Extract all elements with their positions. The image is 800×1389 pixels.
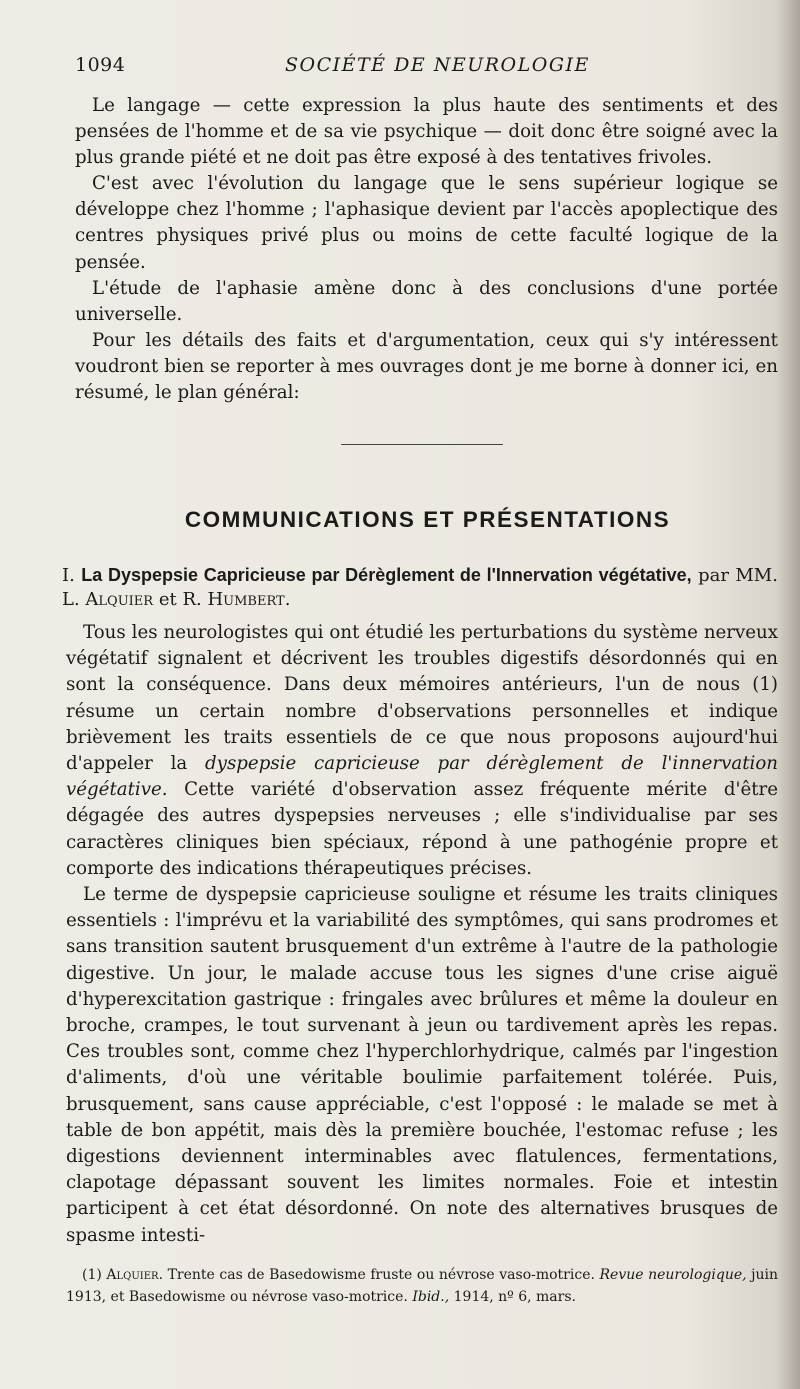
journal-name: Ibid., [412,1289,450,1305]
paragraph [66,620,778,882]
text-run: 1914, nº 6, mars. [453,1289,576,1305]
author2-name: Humbert. [207,589,291,610]
text-run: Tous les neurologistes qui ont étudié les perturbations du système nerveux végétatif signalent et décrivent les troubles digestifs désordonnés qui en sont la conséquence. Dans deux mémoires antérieurs, l'un de nous [66,622,778,696]
text-run: juin 1913, et Basedowisme ou névrose vaso-motrice. [66,1267,779,1305]
paragraph: L'étude de l'aphasie amène donc à des conclusions d'une portée universelle. [75,277,778,325]
separator-rule [341,444,503,445]
italic-term: dyspepsie capricieuse par dérèglement de l'innervation végétative. [66,753,778,801]
section-title: COMMUNICATIONS ET PRÉSENTATIONS [184,507,671,532]
paragraph: Le terme de dyspepsie capricieuse souligne et résume les traits cliniques essentiels : l'imprévu et la variabilité des symptômes, qui sans prodromes et sans transition sautent brusquement d'un extrême à l'autre de la pathologie digestive. Un jour, le malade accuse tous les signes d'une crise aiguë d'hyperexcitation gastrique : fringales avec brûlures et même la douleur en broche, crampes, le tout survenant à jeun ou tardivement après les repas. Ces troubles sont, comme chez l'hyperchlorhydrique, calmés par l'ingestion d'aliments, d'où une véritable boulimie parfaitement tolérée. Puis, brusquement, sans cause appréciable, c'est l'opposé : le malade se met à table de bon appétit, mais dès la première bouchée, l'estomac refuse ; les digestions deviennent interminables avec flatulences, fermentations, clapotage dépassant souvent les limites normales. Foie et intestin participent à cet état désordonné. On note des alternatives brusques de spasme intesti- [66,884,778,1246]
paragraph: C'est avec l'évolution du langage que le sens supérieur logique se développe chez l'homme ; l'aphasique devient par l'accès apoplectique des centres physiques privé plus ou moins de cette faculté logique de la pensée. [75,173,778,273]
paragraph: Pour les détails des faits et d'argumentation, ceux qui s'y intéressent voudront bien se reporter à mes ouvrages dont je me borne à donner ici, en résumé, le plan général: [75,329,778,404]
article-title: La Dyspepsie Capricieuse par Dérèglement de l'Innervation végétative, [81,565,692,585]
author-conjunction: et [158,589,177,610]
paragraph: Le langage — cette expression la plus haute des sentiments et des pensées de l'homme et de sa vie psychique — doit donc être soigné avec la plus grande piété et ne doit pas être exposé à des tentatives frivoles. [75,95,778,169]
author1-name: Alquier [85,589,154,610]
running-title: SOCIÉTÉ DE NEUROLOGIE [285,54,590,76]
author2-initial: R. [182,589,202,610]
article-number: I. [62,565,75,586]
journal-name: Revue neurologique, [599,1267,747,1283]
article-by: par MM. [698,565,778,586]
footnote-text [66,1264,778,1308]
page-number: 1094 [75,54,126,76]
text-run: résume un certain nombre d'observations personnelles et indique brièvement les traits essentiels de ce que nous proposons aujourd'hui d'appeler la [66,700,778,775]
text-run: Cette variété d'observation assez fréquente mérite d'être dégagée des autres dyspepsies nerveuses ; elle s'individualise par ses caractères cliniques bien spéciaux, répond à une pathogénie propre et comporte des indications thérapeutiques précises. [66,779,778,879]
article-body [66,620,778,1249]
footnote [66,1264,778,1308]
footnote-number: (1) [82,1267,102,1283]
page-header [75,54,775,84]
footnote-author: Alquier. [106,1267,164,1283]
article-heading [62,563,778,612]
text-run: Trente cas de Basedowisme fruste ou névrose vaso-motrice. [167,1267,595,1283]
author1-initial: L. [62,589,80,610]
footnote-ref: (1) [752,674,778,696]
intro-text [75,93,778,406]
